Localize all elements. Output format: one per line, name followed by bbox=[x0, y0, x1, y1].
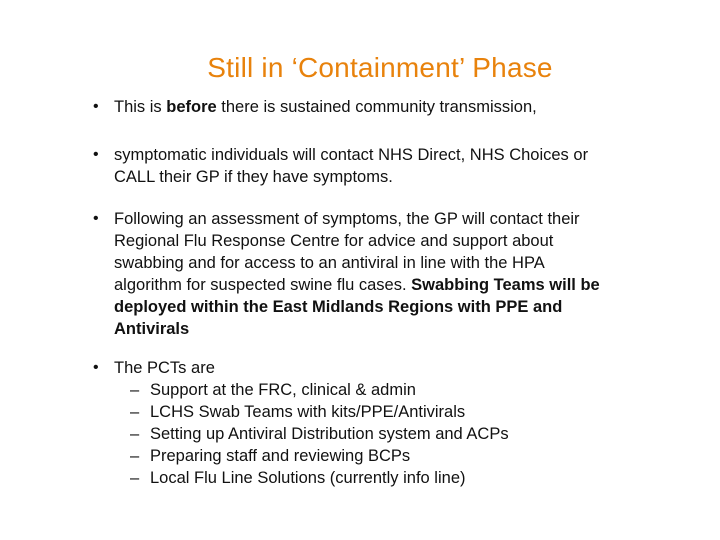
bullet-1-text-pre: This is bbox=[114, 98, 167, 116]
sub-item-text: Preparing staff and reviewing BCPs bbox=[150, 447, 411, 465]
slide-title: Still in ‘Containment’ Phase bbox=[207, 52, 553, 83]
bullet-2-line-2: CALL their GP if they have symptoms. bbox=[114, 168, 393, 186]
sub-item-1 bbox=[114, 379, 674, 401]
sub-item-3 bbox=[114, 423, 674, 445]
bullet-dot: • bbox=[93, 146, 99, 163]
bullet-3 bbox=[93, 208, 674, 340]
dash-marker: – bbox=[130, 381, 140, 399]
bullet-3-line-6: Antivirals bbox=[114, 320, 190, 338]
bullet-2 bbox=[93, 144, 674, 188]
bullet-3-line-4-plain: algorithm for suspected swine flu cases. bbox=[114, 276, 407, 294]
bullet-3-line-5: deployed within the East Midlands Regions with PPE and bbox=[114, 298, 563, 316]
bullet-3-line-3: swabbing and for access to an antiviral in line with the HPA bbox=[114, 254, 545, 272]
bullet-dot: • bbox=[93, 359, 99, 376]
bullet-dot: • bbox=[93, 210, 99, 227]
bullet-1 bbox=[93, 96, 674, 118]
bullet-1-text-bold: before bbox=[166, 98, 217, 116]
bullet-3-line-2: Regional Flu Response Centre for advice and support about bbox=[114, 232, 554, 250]
dash-marker: – bbox=[130, 447, 140, 465]
sub-item-text: Support at the FRC, clinical & admin bbox=[150, 381, 416, 399]
dash-marker: – bbox=[130, 469, 140, 487]
sub-item-text: LCHS Swab Teams with kits/PPE/Antivirals bbox=[150, 403, 466, 421]
bullet-4 bbox=[93, 357, 674, 489]
sub-item-text: Local Flu Line Solutions (currently info line) bbox=[150, 469, 466, 487]
bullet-3-line-4 bbox=[114, 274, 674, 296]
bullet-4-intro: The PCTs are bbox=[114, 359, 215, 377]
bullet-2-line-1: symptomatic individuals will contact NHS Direct, NHS Choices or bbox=[114, 146, 589, 164]
bullet-dot: • bbox=[93, 98, 99, 115]
sub-item-4 bbox=[114, 445, 674, 467]
sub-item-text: Setting up Antiviral Distribution system and ACPs bbox=[150, 425, 509, 443]
bullet-3-line-1: Following an assessment of symptoms, the GP will contact their bbox=[114, 210, 580, 228]
bullet-3-line-4-bold: Swabbing Teams will be bbox=[406, 276, 600, 294]
sub-item-5 bbox=[114, 467, 674, 489]
dash-marker: – bbox=[130, 425, 140, 443]
sub-list bbox=[114, 379, 674, 489]
sub-item-2 bbox=[114, 401, 674, 423]
dash-marker: – bbox=[130, 403, 140, 421]
bullet-1-text-post: there is sustained community transmission, bbox=[216, 98, 537, 116]
